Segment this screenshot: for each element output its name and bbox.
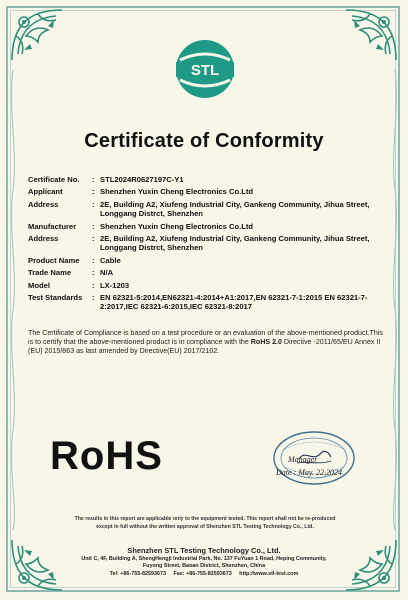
compliance-text: The Certificate of Compliance is based on a test procedure or an evaluation of the above-mentioned product.This is to certify that the above-mentioned product is in compliance with the bbox=[28, 329, 383, 346]
field-value: Cable bbox=[100, 255, 121, 265]
compliance-directive-bold: RoHS 2.0 bbox=[250, 338, 282, 346]
signatory-title: Manager bbox=[288, 455, 318, 464]
field-row-manufacturer-address: Address : 2E, Building A2, Xiufeng Industrial City, Gankeng Community, Jihua Street, Longgang Distrct, Shenzhen bbox=[28, 234, 384, 253]
certificate-fields bbox=[28, 175, 384, 315]
notice-line: except in full without the written approval of Shenzhen STL Testing Technology Co., Ltd. bbox=[96, 524, 314, 530]
field-value: Shenzhen Yuxin Cheng Electronics Co.Ltd bbox=[100, 221, 254, 231]
field-value: STL2024R0627197C-Y1 bbox=[100, 175, 184, 184]
field-row-manufacturer: Manufacturer : Shenzhen Yuxin Cheng Electronics Co.Ltd bbox=[28, 222, 384, 231]
notice-line: The results in this report are applicable only to the equipment tested. This report shall not be re-produced bbox=[74, 516, 336, 522]
field-value: 2E, Building A2, Xiufeng Industrial City, Gankeng Community, Jihua Street, Longgang Distrct, Shenzhen bbox=[100, 199, 370, 219]
field-row-certificate-no: Certificate No. : STL2024R0627197C-Y1 bbox=[28, 175, 384, 184]
field-row-model: Model : LX-1203 bbox=[28, 281, 384, 290]
field-label: Certificate No. bbox=[28, 175, 80, 184]
issuer-tel: Tel: +86-755-82593673 bbox=[109, 571, 166, 577]
field-value: Shenzhen Yuxin Cheng Electronics Co.Ltd bbox=[100, 187, 254, 197]
issuer-address-line: Fuyong Street, Baoan District, Shenzhen, China bbox=[142, 563, 266, 569]
issuer-fax: Fax: +86-755-82593673 bbox=[173, 571, 232, 577]
issuer-company: Shenzhen STL Testing Technology Co., Ltd. bbox=[127, 546, 281, 555]
field-label: Applicant bbox=[28, 187, 63, 197]
field-label: Trade Name bbox=[28, 268, 72, 278]
corner-ornament-top-right bbox=[328, 6, 400, 64]
field-value: 2E, Building A2, Xiufeng Industrial City, Gankeng Community, Jihua Street, Longgang Distrct, Shenzhen bbox=[100, 234, 370, 253]
issuer-contact bbox=[20, 570, 388, 578]
rohs-mark: RoHS bbox=[50, 434, 163, 478]
field-value: N/A bbox=[100, 268, 114, 278]
logo-text: STL bbox=[190, 62, 220, 79]
field-row-applicant: Applicant : Shenzhen Yuxin Cheng Electronics Co.Ltd bbox=[28, 187, 384, 196]
field-label: Test Standards bbox=[28, 293, 83, 303]
field-label: Address bbox=[28, 199, 59, 209]
issuer-footer bbox=[20, 546, 388, 578]
field-row-applicant-address: Address : 2E, Building A2, Xiufeng Industrial City, Gankeng Community, Jihua Street, Longgang Distrct, Shenzhen bbox=[28, 200, 384, 219]
field-label: Address bbox=[28, 234, 59, 244]
field-label: Product Name bbox=[28, 255, 80, 265]
field-row-test-standards: Test Standards : EN 62321-5:2014,EN62321-4:2014+A1:2017,EN 62321-7-1:2015 EN 62321-7-2:2017,IEC 62321-6:2015,IEC 62321-8:2017 bbox=[28, 293, 384, 312]
certificate-title: Certificate of Conformity bbox=[84, 130, 324, 152]
validity-notice bbox=[30, 515, 380, 531]
field-label: Model bbox=[28, 280, 50, 290]
issuer-website[interactable]: http://www.stl-test.com bbox=[239, 571, 299, 577]
field-row-product-name: Product Name : Cable bbox=[28, 256, 384, 265]
field-value: LX-1203 bbox=[100, 280, 130, 290]
field-label: Manufacturer bbox=[28, 221, 77, 231]
field-value: EN 62321-5:2014,EN62321-4:2014+A1:2017,EN 62321-7-1:2015 EN 62321-7-2:2017,IEC 62321-6:2015,IEC 62321-8:2017 bbox=[100, 293, 368, 312]
signature-date: Date : May. 22,2024 bbox=[276, 468, 342, 477]
compliance-statement bbox=[28, 329, 384, 356]
issuer-address-line: Unit C, 4F, Building A, ShengHengji Industrial Park, No. 137 FuYuan 1 Road, Heping Community, bbox=[81, 556, 327, 562]
field-row-trade-name: Trade Name : N/A bbox=[28, 268, 384, 277]
compliance-text-end: Directive -2011/65/EU Annex II (EU) 2015/863 as last amended by Directive(EU) 2017/2102. bbox=[28, 338, 381, 355]
corner-ornament-top-left bbox=[8, 6, 80, 64]
stl-logo bbox=[174, 38, 236, 100]
